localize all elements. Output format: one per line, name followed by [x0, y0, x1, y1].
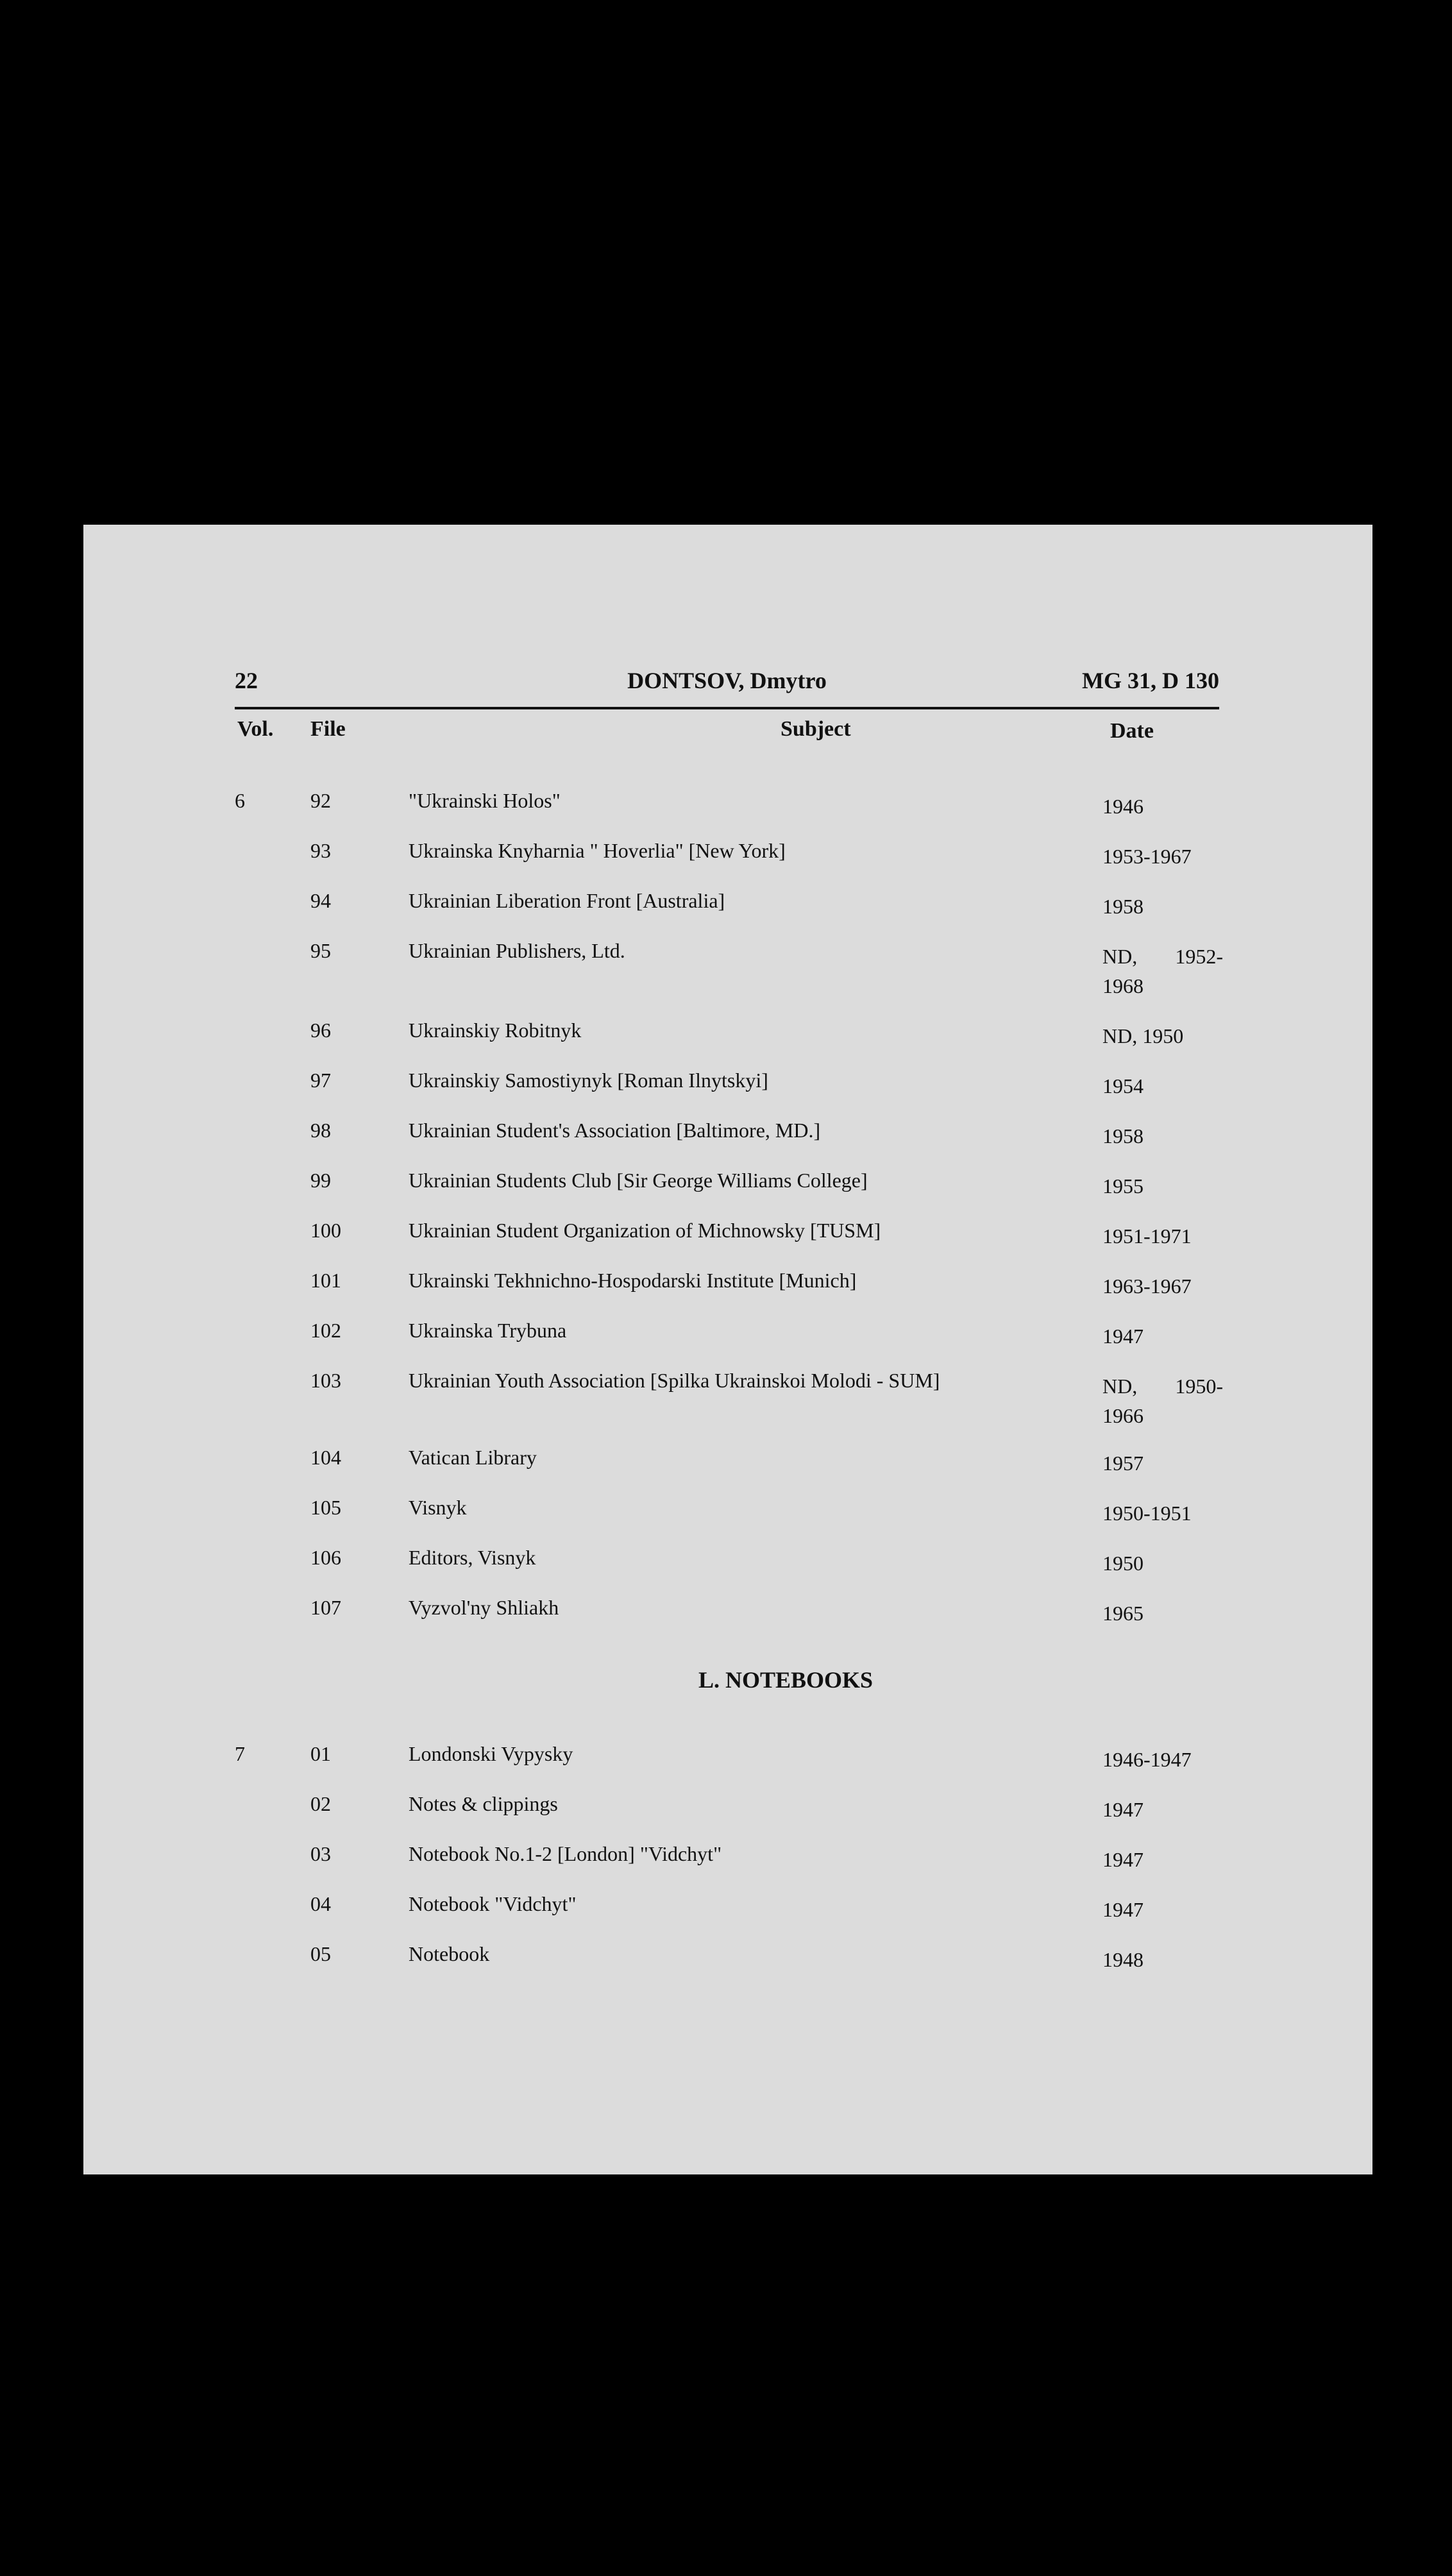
date-cell: 1963-1967	[1102, 1275, 1192, 1298]
date-cell: 1955	[1102, 1174, 1144, 1198]
file-cell: 02	[310, 1792, 331, 1815]
subject-cell: Vatican Library	[409, 1446, 537, 1469]
file-cell: 103	[310, 1369, 341, 1392]
file-cell: 01	[310, 1742, 331, 1765]
file-cell: 03	[310, 1842, 331, 1865]
subject-cell: Editors, Visnyk	[409, 1546, 536, 1569]
vol-cell: 7	[235, 1742, 245, 1765]
date-cell: 1957	[1102, 1452, 1144, 1475]
section-title: L. NOTEBOOKS	[698, 1667, 874, 1693]
column-header-file: File	[310, 717, 346, 741]
file-cell: 106	[310, 1546, 341, 1569]
file-cell: 105	[310, 1496, 341, 1519]
date-cell: 1950	[1102, 1552, 1144, 1575]
file-cell: 04	[310, 1892, 331, 1915]
subject-cell: Ukrainskiy Robitnyk	[409, 1019, 582, 1042]
subject-cell: Visnyk	[409, 1496, 467, 1519]
subject-cell: Notebook "Vidchyt"	[409, 1892, 577, 1915]
date-cell: 1951-1971	[1102, 1224, 1192, 1248]
column-header-subject: Subject	[781, 717, 851, 741]
file-cell: 05	[310, 1942, 331, 1965]
fonds-name: DONTSOV, Dmytro	[627, 668, 827, 693]
subject-cell: Ukrainska Knyharnia " Hoverlia" [New York]	[409, 839, 786, 862]
date-cell: 1953-1967	[1102, 845, 1192, 868]
subject-cell: Ukrainski Tekhnichno-Hospodarski Institute [Munich]	[409, 1269, 857, 1292]
column-header-date: Date	[1110, 719, 1154, 743]
page-number: 22	[235, 668, 258, 693]
subject-cell: Ukrainian Student Organization of Michnowsky [TUSM]	[409, 1219, 881, 1242]
page-header	[235, 667, 1219, 709]
subject-cell: Ukrainian Publishers, Ltd.	[409, 939, 625, 962]
date-cell: 1947	[1102, 1898, 1144, 1921]
date-cell: 1954	[1102, 1074, 1144, 1097]
date-cell: 1947	[1102, 1848, 1144, 1871]
subject-cell: Ukrainian Students Club [Sir George Williams College]	[409, 1169, 868, 1192]
subject-cell: Ukrainian Liberation Front [Australia]	[409, 889, 725, 912]
subject-cell: Vyzvol'ny Shliakh	[409, 1596, 559, 1619]
file-cell: 99	[310, 1169, 331, 1192]
subject-cell: Notes & clippings	[409, 1792, 558, 1815]
date-cell: 1958	[1102, 895, 1144, 918]
subject-cell: Ukrainian Youth Association [Spilka Ukrainskoi Molodi - SUM]	[409, 1369, 940, 1392]
date-cell: ND, 1952-1968	[1102, 945, 1223, 997]
document-page	[83, 525, 1372, 2174]
file-cell: 96	[310, 1019, 331, 1042]
date-cell: 1950-1951	[1102, 1502, 1192, 1525]
file-cell: 95	[310, 939, 331, 962]
file-cell: 98	[310, 1119, 331, 1142]
file-cell: 107	[310, 1596, 341, 1619]
file-cell: 100	[310, 1219, 341, 1242]
subject-cell: Notebook	[409, 1942, 490, 1965]
vol-cell: 6	[235, 789, 245, 812]
date-cell: 1958	[1102, 1124, 1144, 1148]
subject-cell: Ukrainska Trybuna	[409, 1319, 567, 1342]
subject-cell: Ukrainskiy Samostiynyk [Roman Ilnytskyi]	[409, 1069, 768, 1092]
date-cell: 1948	[1102, 1948, 1144, 1971]
file-cell: 93	[310, 839, 331, 862]
date-cell: ND, 1950	[1102, 1024, 1184, 1047]
date-cell: 1947	[1102, 1798, 1144, 1821]
date-cell: 1965	[1102, 1602, 1144, 1625]
file-cell: 104	[310, 1446, 341, 1469]
subject-cell: Londonski Vypysky	[409, 1742, 573, 1765]
date-cell: 1946-1947	[1102, 1748, 1192, 1771]
fonds-reference: MG 31, D 130	[1082, 668, 1219, 693]
date-cell: 1947	[1102, 1325, 1144, 1348]
column-header-vol: Vol.	[237, 717, 274, 741]
file-cell: 92	[310, 789, 331, 812]
file-cell: 101	[310, 1269, 341, 1292]
file-cell: 94	[310, 889, 331, 912]
subject-cell: "Ukrainski Holos"	[409, 789, 561, 812]
subject-cell: Notebook No.1-2 [London] "Vidchyt"	[409, 1842, 722, 1865]
file-cell: 102	[310, 1319, 341, 1342]
file-cell: 97	[310, 1069, 331, 1092]
subject-cell: Ukrainian Student's Association [Baltimore, MD.]	[409, 1119, 821, 1142]
date-cell: 1946	[1102, 795, 1144, 818]
date-cell: ND, 1950-1966	[1102, 1375, 1223, 1427]
